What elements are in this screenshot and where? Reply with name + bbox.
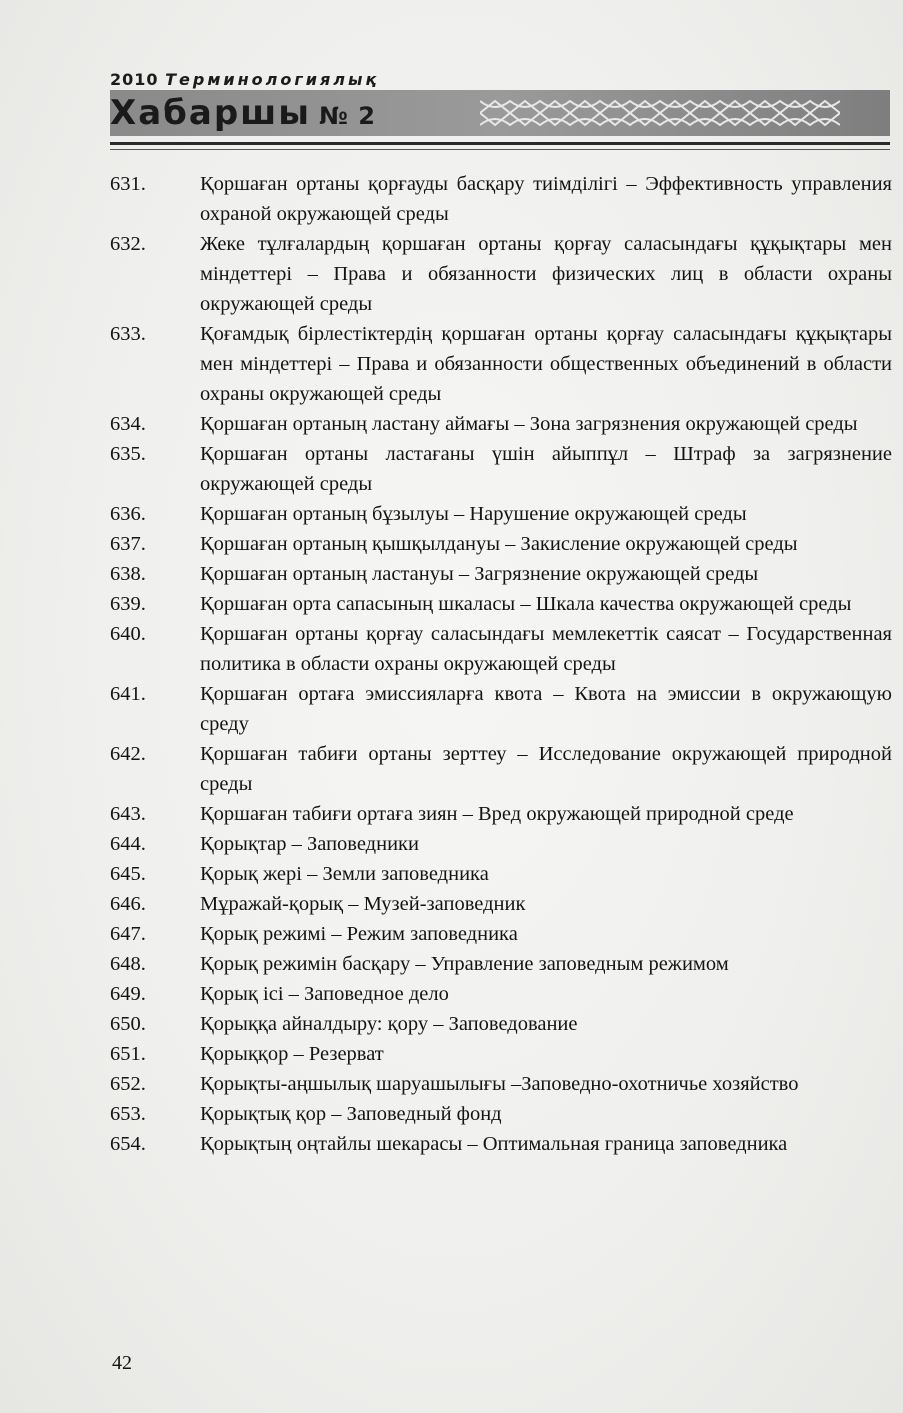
entry-text: Қоршаған ортаның бұзылуы – Нарушение окружающей среды: [200, 503, 747, 525]
entry-number: 647.: [110, 923, 146, 945]
entry-number: 632.: [110, 233, 146, 255]
entry-text: Қорықтық қор – Заповедный фонд: [200, 1103, 502, 1125]
entry-text: Мұражай-қорық – Музей-заповедник: [200, 893, 526, 915]
entry-number: 654.: [110, 1133, 146, 1155]
entry-text: Қорықты-аңшылық шаруашылығы –Заповедно-охотничье хозяйство: [200, 1073, 799, 1095]
glossary-entry: [110, 1039, 892, 1069]
ornament-pattern-icon: [480, 96, 840, 130]
entry-text: Қорықтың оңтайлы шекарасы – Оптимальная граница заповедника: [200, 1133, 788, 1155]
entry-text: Қоршаған ортаны қорғау саласындағы мемлекеттік саясат – Государственная политика в области охраны окружающей среды: [200, 623, 892, 675]
entry-number: 639.: [110, 593, 146, 615]
entry-number: 636.: [110, 503, 146, 525]
glossary-entry: [110, 589, 892, 619]
entry-number: 634.: [110, 413, 146, 435]
glossary-entry: [110, 319, 892, 409]
entry-text: Қорықтар – Заповедники: [200, 833, 419, 855]
entry-number: 642.: [110, 743, 146, 765]
entry-number: 646.: [110, 893, 146, 915]
entry-text: Қорық режимі – Режим заповедника: [200, 923, 518, 945]
glossary-list: [110, 169, 892, 1159]
entry-number: 650.: [110, 1013, 146, 1035]
entry-text: Қоршаған ортаның ластану аймағы – Зона загрязнения окружающей среды: [200, 413, 858, 435]
page-number: 42: [112, 1352, 132, 1374]
journal-title: Хабаршы: [110, 93, 312, 133]
entry-text: Қоршаған орта сапасының шкаласы – Шкала качества окружающей среды: [200, 593, 852, 615]
glossary-entry: [110, 169, 892, 229]
glossary-entry: [110, 1099, 892, 1129]
entry-text: Қоршаған ортаның ластануы – Загрязнение окружающей среды: [200, 563, 759, 585]
entry-number: 633.: [110, 323, 146, 345]
entry-number: 649.: [110, 983, 146, 1005]
glossary-entry: [110, 829, 892, 859]
glossary-entry: [110, 799, 892, 829]
journal-title-line: [110, 93, 376, 133]
entry-text: Қоршаған табиғи ортаны зерттеу – Исследование окружающей природной среды: [200, 743, 892, 795]
glossary-entry: [110, 529, 892, 559]
glossary-entry: [110, 949, 892, 979]
entry-text: Қорық ісі – Заповедное дело: [200, 983, 449, 1005]
entry-number: 643.: [110, 803, 146, 825]
glossary-entry: [110, 499, 892, 529]
entry-number: 653.: [110, 1103, 146, 1125]
entry-text: Жеке тұлғалардың қоршаған ортаны қорғау саласындағы құқықтары мен міндеттері – Права и обязанности физических лиц в области охраны окружающей среды: [200, 233, 892, 315]
glossary-entry: [110, 919, 892, 949]
entry-number: 641.: [110, 683, 146, 705]
entry-number: 631.: [110, 173, 146, 195]
header-subtitle: Терминологиялық: [165, 70, 380, 89]
glossary-entry: [110, 889, 892, 919]
glossary-entry: [110, 1069, 892, 1099]
glossary-entry: [110, 229, 892, 319]
glossary-entry: [110, 739, 892, 799]
entry-text: Қоршаған ортаға эмиссияларға квота – Квота на эмиссии в окружающую среду: [200, 683, 892, 735]
entry-number: 652.: [110, 1073, 146, 1095]
entry-number: 640.: [110, 623, 146, 645]
entry-text: Қоршаған ортаның қышқылдануы – Закисление окружающей среды: [200, 533, 798, 555]
glossary-entry: [110, 679, 892, 739]
entry-text: Қорық режимін басқару – Управление заповедным режимом: [200, 953, 729, 975]
glossary-entry: [110, 1009, 892, 1039]
entry-number: 645.: [110, 863, 146, 885]
glossary-entry: [110, 979, 892, 1009]
entry-number: 648.: [110, 953, 146, 975]
glossary-entry: [110, 619, 892, 679]
header-year: 2010: [110, 70, 159, 89]
entry-text: Қорық жері – Земли заповедника: [200, 863, 489, 885]
glossary-entry: [110, 439, 892, 499]
entry-text: Қорыққор – Резерват: [200, 1043, 384, 1065]
glossary-entry: [110, 859, 892, 889]
entry-number: 637.: [110, 533, 146, 555]
glossary-entry: [110, 409, 892, 439]
issue-number: № 2: [319, 102, 376, 130]
entry-text: Қоршаған ортаны ластағаны үшін айыппұл – Штраф за загрязнение окружающей среды: [200, 443, 892, 495]
entry-text: Қоршаған табиғи ортаға зиян – Вред окружающей природной среде: [200, 803, 794, 825]
entry-number: 635.: [110, 443, 146, 465]
entry-number: 651.: [110, 1043, 146, 1065]
entry-number: 644.: [110, 833, 146, 855]
entry-text: Қоршаған ортаны қорғауды басқару тиімділігі – Эффективность управления охраной окружающей среды: [200, 173, 892, 225]
glossary-entry: [110, 559, 892, 589]
entry-text: Қоғамдық бірлестіктердің қоршаған ортаны қорғау саласындағы құқықтары мен міндеттері – Права и обязанности общественных объединений в области охраны окружающей среды: [200, 323, 892, 405]
header-rule-thin: [110, 149, 890, 150]
header-rule: [110, 142, 890, 145]
header-year-line: [110, 70, 379, 89]
entry-text: Қорыққа айналдыру: қору – Заповедование: [200, 1013, 578, 1035]
glossary-entry: [110, 1129, 892, 1159]
entry-number: 638.: [110, 563, 146, 585]
